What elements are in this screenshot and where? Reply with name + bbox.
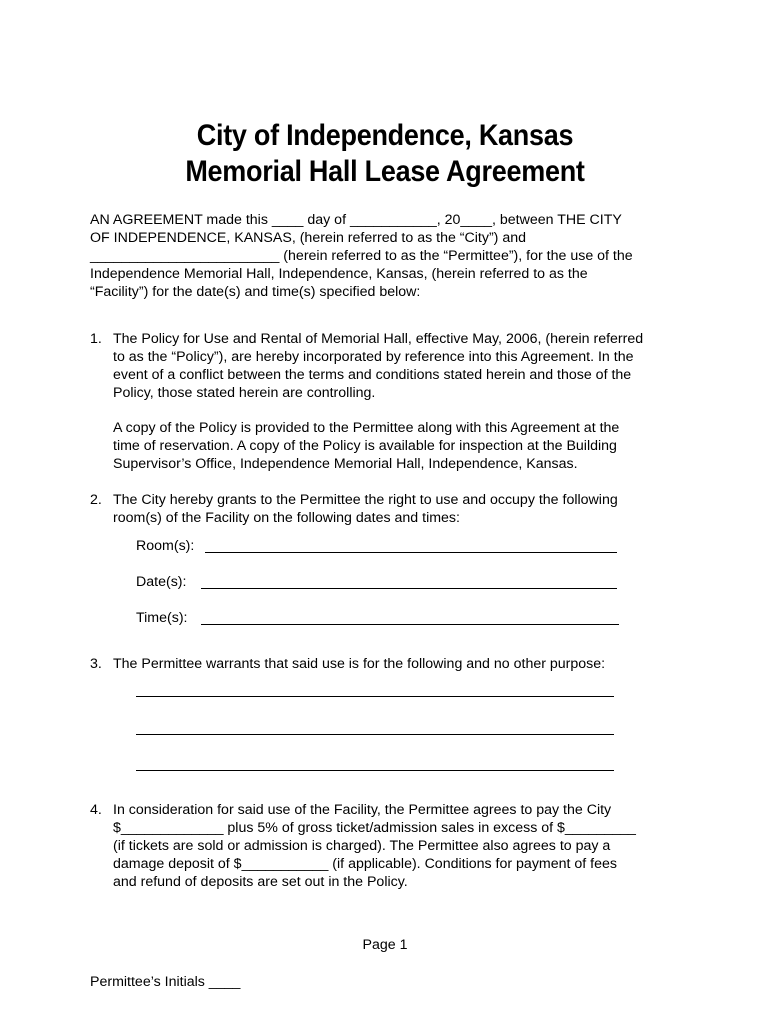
- rooms-label: Room(s):: [136, 538, 195, 554]
- section-3-text: [113, 655, 693, 673]
- section-line: The Permittee warrants that said use is for the following and no other purpose:: [113, 656, 606, 672]
- permittee-initials: Permittee’s Initials ____: [90, 974, 241, 990]
- section-line: Policy, those stated herein are controlling.: [113, 385, 376, 401]
- section-2-text: [113, 491, 693, 527]
- intro-line: ________________________ (herein referred to as the “Permittee”), for the use of the: [90, 248, 633, 264]
- purpose-input-line-3[interactable]: [136, 770, 614, 771]
- page-number: Page 1: [362, 937, 408, 953]
- intro-line: AN AGREEMENT made this ____ day of ___________, 20____, between THE CITY: [90, 212, 622, 228]
- section-line: In consideration for said use of the Facility, the Permittee agrees to pay the City: [113, 802, 612, 818]
- intro-line: Independence Memorial Hall, Independence, Kansas, (herein referred to as the: [90, 266, 588, 282]
- purpose-input-line-1[interactable]: [136, 696, 614, 697]
- dates-input-line[interactable]: [201, 588, 617, 589]
- section-line: Supervisor’s Office, Independence Memorial Hall, Independence, Kansas.: [113, 456, 578, 472]
- intro-paragraph: [90, 211, 690, 301]
- section-line: room(s) of the Facility on the following dates and times:: [113, 510, 460, 526]
- section-1-paragraph-1: [113, 330, 693, 402]
- section-line: $_____________ plus 5% of gross ticket/admission sales in excess of $_________: [113, 820, 636, 836]
- section-1-number: 1.: [90, 331, 102, 347]
- section-line: The Policy for Use and Rental of Memorial Hall, effective May, 2006, (herein referred: [113, 331, 644, 347]
- section-line: The City hereby grants to the Permittee the right to use and occupy the following: [113, 492, 618, 508]
- section-2-number: 2.: [90, 492, 102, 508]
- section-line: time of reservation. A copy of the Policy is available for inspection at the Building: [113, 438, 617, 454]
- section-line: and refund of deposits are set out in the Policy.: [113, 874, 408, 890]
- times-input-line[interactable]: [201, 624, 619, 625]
- section-line: A copy of the Policy is provided to the Permittee along with this Agreement at the: [113, 420, 620, 436]
- section-line: (if tickets are sold or admission is charged). The Permittee also agrees to pay a: [113, 838, 611, 854]
- dates-label: Date(s):: [136, 574, 187, 590]
- rooms-input-line[interactable]: [205, 552, 617, 553]
- section-4-number: 4.: [90, 802, 102, 818]
- section-1-paragraph-2: [113, 419, 693, 473]
- intro-line: “Facility”) for the date(s) and time(s) specified below:: [90, 284, 421, 300]
- section-line: to as the “Policy”), are hereby incorporated by reference into this Agreement. In the: [113, 349, 634, 365]
- section-3-number: 3.: [90, 656, 102, 672]
- section-4-text: [113, 801, 693, 891]
- document-title-line1: City of Independence, Kansas: [196, 119, 574, 152]
- section-line: event of a conflict between the terms and conditions stated herein and those of the: [113, 367, 632, 383]
- intro-line: OF INDEPENDENCE, KANSAS, (herein referred to as the “City”) and: [90, 230, 527, 246]
- document-title-line2: Memorial Hall Lease Agreement: [185, 155, 585, 188]
- times-label: Time(s):: [136, 610, 188, 626]
- purpose-input-line-2[interactable]: [136, 734, 614, 735]
- section-line: damage deposit of $___________ (if applicable). Conditions for payment of fees: [113, 856, 617, 872]
